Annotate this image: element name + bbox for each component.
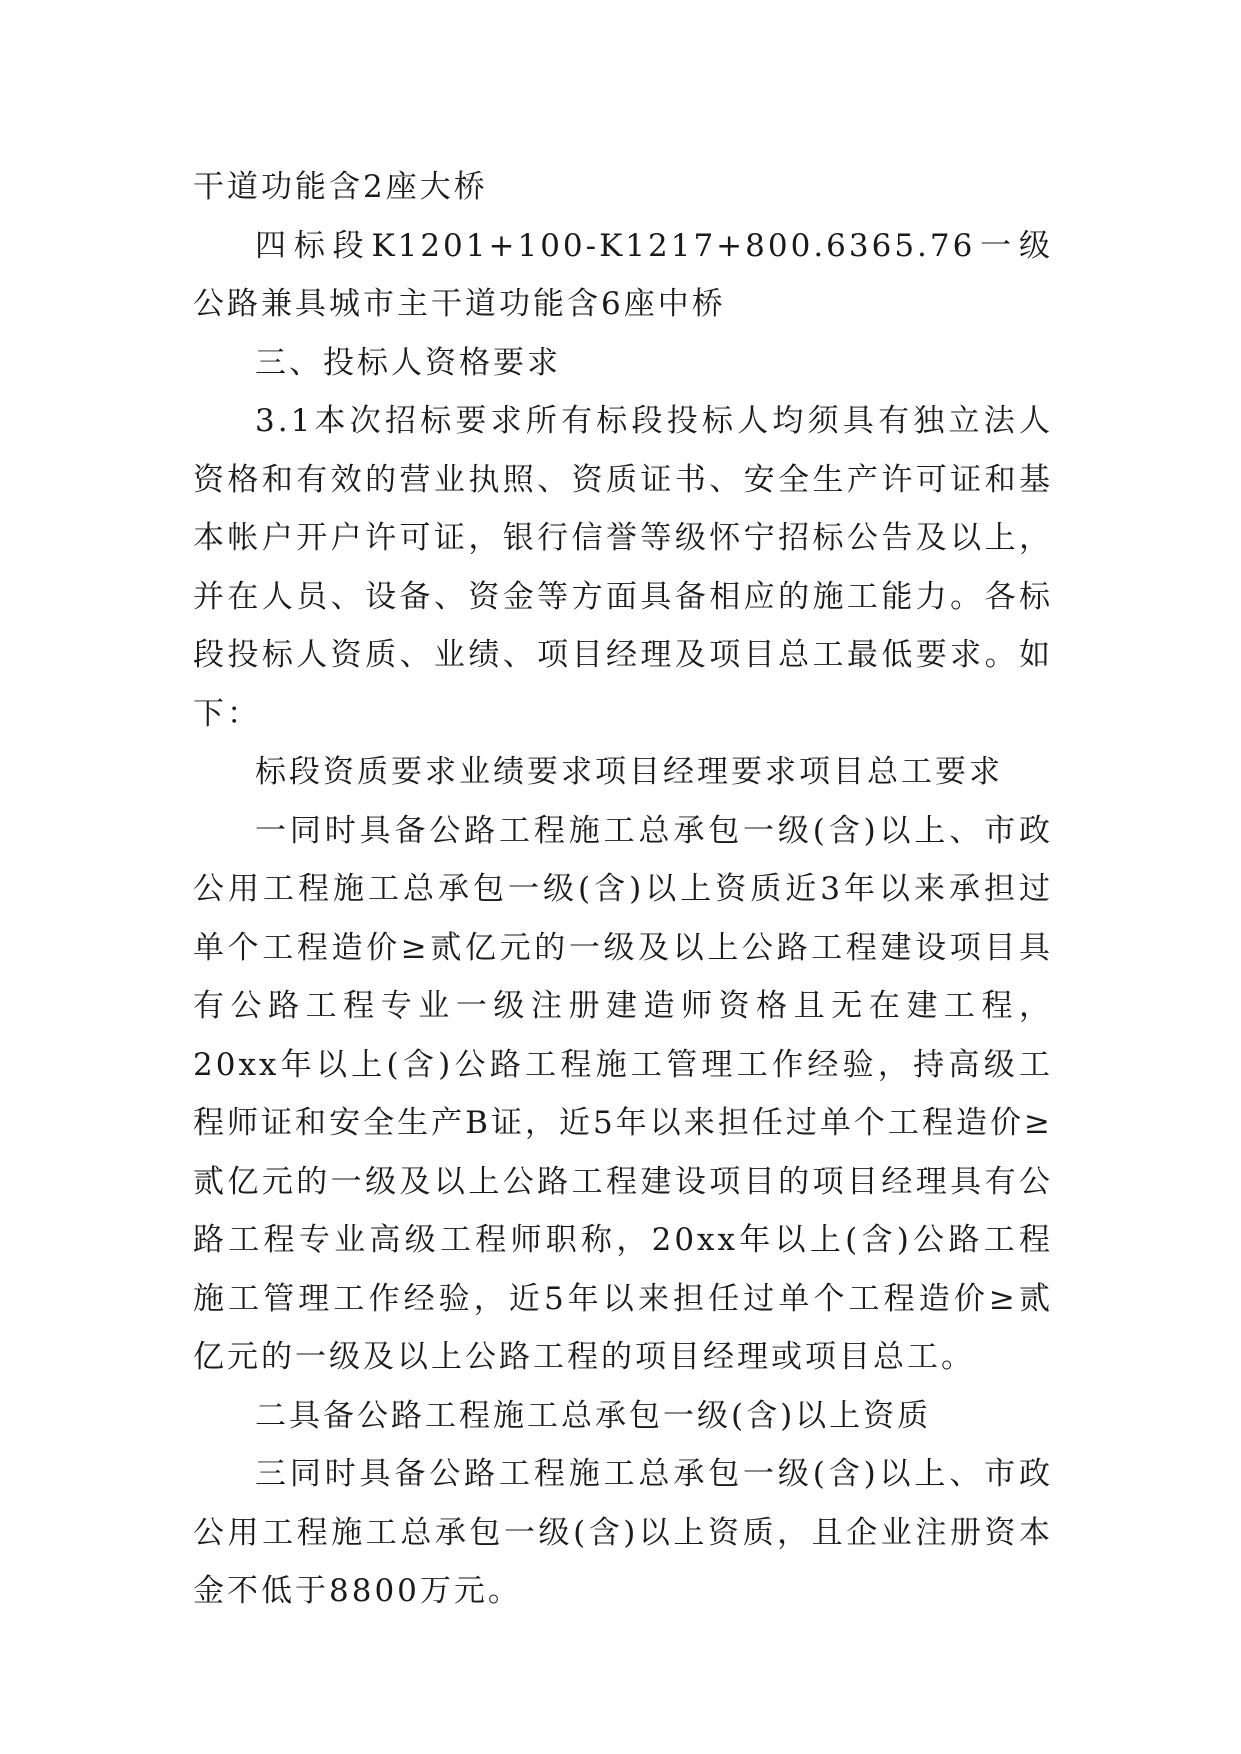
paragraph-table-header: 标段资质要求业绩要求项目经理要求项目总工要求	[255, 754, 1003, 790]
section-heading-bidder-qualification: 三、投标人资格要求	[255, 344, 561, 381]
document-page	[193, 158, 1053, 1621]
paragraph-3-1-requirements: 3.1本次招标要求所有标段投标人均须具有独立法人资格和有效的营业执照、资质证书、安全生产许可证和基本帐户开户许可证，银行信誉等级怀宁招标公告及以上，并在人员、设备、资金等方面具备相应的施工能力。各标段投标人资质、业绩、项目经理及项目总工最低要求。如下：	[193, 403, 1053, 732]
paragraph-section-three: 三同时具备公路工程施工总承包一级(含)以上、市政公用工程施工总承包一级(含)以上资质，且企业注册资本金不低于8800万元。	[193, 1456, 1053, 1609]
paragraph-section-four: 四标段K1201+100-K1217+800.6365.76一级公路兼具城市主干道功能含6座中桥	[193, 227, 1053, 322]
paragraph-continuation: 干道功能含2座大桥	[193, 169, 488, 205]
paragraph-section-one: 一同时具备公路工程施工总承包一级(含)以上、市政公用工程施工总承包一级(含)以上资质近3年以来承担过单个工程造价≥贰亿元的一级及以上公路工程建设项目具有公路工程专业一级注册建造师资格且无在建工程，20xx年以上(含)公路工程施工管理工作经验，持高级工程师证和安全生产B证，近5年以来担任过单个工程造价≥贰亿元的一级及以上公路工程建设项目的项目经理具有公路工程专业高级工程师职称，20xx年以上(含)公路工程施工管理工作经验，近5年以来担任过单个工程造价≥贰亿元的一级及以上公路工程的项目经理或项目总工。	[193, 812, 1053, 1375]
paragraph-section-two: 二具备公路工程施工总承包一级(含)以上资质	[255, 1397, 932, 1434]
